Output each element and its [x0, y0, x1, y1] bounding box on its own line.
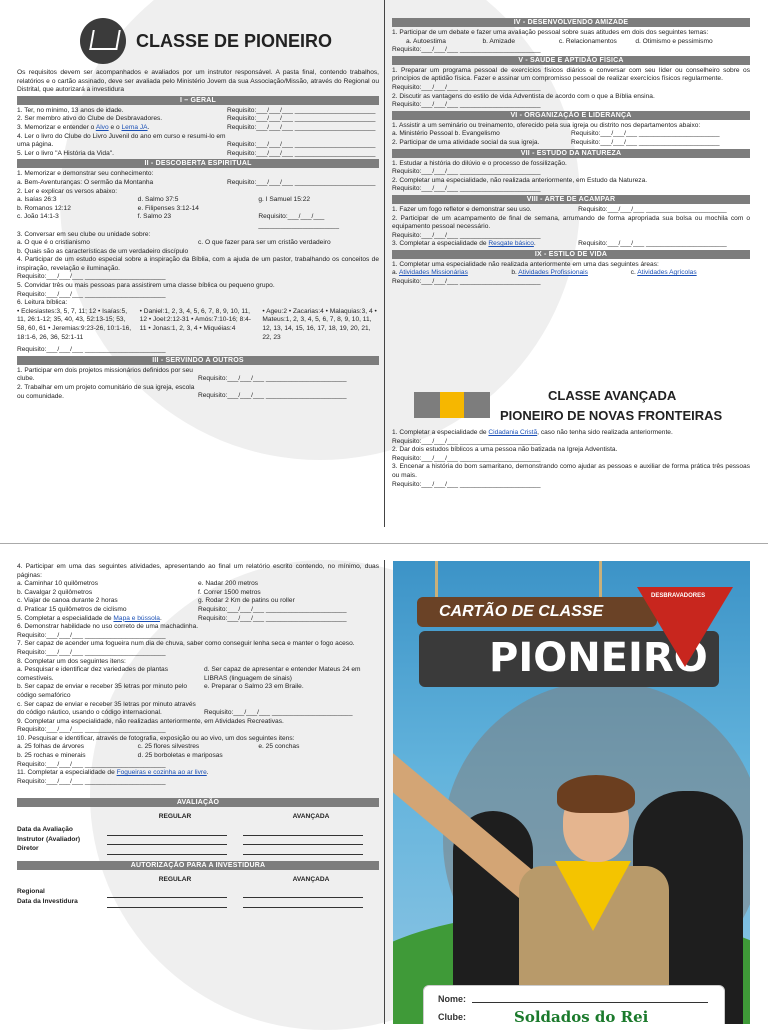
cover-rope-right — [599, 561, 602, 601]
estilo-item-1: 1. Completar uma especialidade não realizada anteriormente em uma das seguintes áreas: — [392, 260, 659, 268]
profissionais-link[interactable]: Atividades Profissionais — [518, 269, 588, 277]
lideranca-item-2: 2. Participar de uma atividade social da sua igreja. — [392, 138, 540, 146]
advanced-items — [392, 429, 750, 489]
saude-item-1: 1. Preparar um programa pessoal de exercícios físicos diários e conversar com seu líder ou conselheiro sobre os princípios de aptidão física. Fazer e assinar um compromisso pessoal de realizar exercícios físicos regularmente. — [392, 66, 750, 83]
natureza-item-2: 2. Completar uma especialidade, não realizada anteriormente, em Estudo da Natureza. — [392, 176, 648, 184]
geral-item-4: 4. Ler o livro do Clube do Livro Juvenil do ano em curso e resumi-lo em uma página. — [17, 132, 226, 149]
section-estilo-header: IX - ESTILO DE VIDA — [392, 250, 750, 259]
requisito-field[interactable]: Requisito:___/___/___ ______________________ — [392, 168, 541, 176]
advanced-item-4: 4. Participar em uma das seguintes atividades, apresentando ao final um relatório escrito contendo, no mínimo, duas páginas: — [17, 563, 379, 579]
page-title: CLASSE DE PIONEIRO — [136, 31, 333, 51]
espiritual-item-5: 5. Convidar três ou mais pessoas para assistirem uma classe bíblica ou pequeno grupo. — [17, 282, 275, 290]
auth-row: Data da Investidura — [17, 898, 379, 908]
requisito-field[interactable]: Requisito:___/___/___ ______________________ — [226, 106, 376, 114]
amizade-options: a. Autoestima b. Amizade c. Relacionamentos d. Otimismo e pessimismo — [406, 37, 713, 45]
requisito-field[interactable]: Requisito:___/___/___ ______________________ — [578, 240, 727, 248]
espiritual-item-1a: a. Bem-Aventuranças: O sermão da Montanha — [17, 178, 154, 186]
reading-grid: • Eclesiastes:3, 5, 7, 11; 12 • Isaías:5, 11, 26:1-12; 35, 40, 43, 52:13-15; 53, 58, 60, 61 • Jeremias:9:23-26, 10:1-16, 18:1-6, 26, 36, 52:1-11 • Daniel:1, 2, 3, 4, 5, 6, 7, 8, 9, 10, 11, 12 • Joel:2:12-31 • Amós:7:10-16; 8:4-11 • Jonas:1, 2, 3, 4 • Miquéias:4 • Ageu:2 • Zacarias:4 • Malaquias:3, 4 • Mateus:1, 2, 3, 4, 5, 6, 7, 8, 9, 10, 11, 12, 13, 14, 15, 16, 17, 18, 19, 20, 21, 22, 23 — [17, 307, 377, 341]
auth-advanced-field[interactable] — [243, 898, 363, 908]
advanced-item-10: 10. Pesquisar e identificar, através de fotografia, exposição ou ao vivo, um dos seguintes itens: — [17, 734, 295, 742]
advanced-item-9: 9. Completar uma especialidade, não realizadas anteriormente, em Atividades Recreativas. — [17, 717, 284, 725]
class-card-cover — [393, 561, 750, 1024]
advanced-item-7: 7. Ser capaz de acender uma fogueira num dia de chuva, saber como conseguir lenha seca e manter o fogo aceso. — [17, 640, 355, 648]
geral-item-1: 1. Ter, no mínimo, 13 anos de idade. — [17, 106, 124, 114]
lema-link[interactable]: Lema JA — [121, 123, 148, 131]
section-natureza-header: VII - ESTUDO DA NATUREZA — [392, 149, 750, 158]
amizade-item-1: 1. Participar de um debate e fazer uma avaliação pessoal sobre suas atitudes em dois dos seguintes temas: — [392, 29, 709, 36]
eval-row: Diretor — [17, 845, 379, 855]
verses-grid: a. Isaías 26:3 b. Romanos 12:12 c. João 14:1-3 d. Salmo 37:5 e. Filipenses 3:12-14 f. Salmo 23 g. I Samuel 15:22 Requisito:___/___/___ ______________________ — [17, 196, 379, 230]
advanced-title: CLASSE AVANÇADA — [548, 388, 677, 403]
espiritual-item-6: 6. Leitura bíblica: — [17, 299, 68, 307]
geral-item-2: 2. Ser membro ativo do Clube de Desbravadores. — [17, 115, 163, 123]
column-divider-bottom — [384, 560, 385, 1024]
requisito-field[interactable]: Requisito:___/___/___ ______________________ — [226, 178, 376, 186]
name-box — [423, 985, 725, 1024]
advanced-item-2: 2. Dar dois estudos bíblicos a uma pessoa não batizada na Igreja Adventista. — [392, 446, 618, 454]
requisito-field[interactable]: Requisito:___/___/___ ______________________ — [198, 614, 347, 622]
eval-advanced-field[interactable] — [243, 826, 363, 836]
left-column-page2: 4. Participar em uma das seguintes atividades, apresentando ao final um relatório escrito contendo, no mínimo, duas páginas: a. Caminhar 10 quilômetros b. Cavalgar 2 quilômetros c. Viajar de canoa durante 2 horas d. Praticar 15 quilômetros de ciclismo e. Nadar 200 metros f. Correr 1500 metros g. Rodar 2 Km de patins ou roller Requisito:___/___/___ ______________________ 5. Completar a especialidade de Mapa e bússola. Requisito:___/___/___ ______________________ 6. Demonstrar habilidade no uso correto de uma machadinha. Requisito:___/___/___ ______________________ 7. Ser capaz de acender uma fogueira num dia de chuva, saber como conseguir lenha seca e manter o fogo aceso. Requisito:___/___/___ ______________________ 8. Completar um dos seguintes itens: a. Pesquisar e identificar dez variedades de plantas comestíveis. b. Ser capaz de enviar e receber 35 letras por minuto pelo código semafórico c. Ser capaz de enviar e receber 35 letras por minuto através do código náutico, usando o código internacional. d. Ser capaz de apresentar e entender Mateus 24 em LIBRAS (linguagem de sinais) e. Preparar o Salmo 23 em Braile. Requisito:___/___/___ ______________________ 9. Completar uma especialidade, não realizadas anteriormente, em Atividades Recreativas. Requisito:___/___/___ ______________________ 10. Pesquisar e identificar, através de fotografia, exposição ou ao vivo, um dos seguintes itens: a. 25 folhas de árvores b. 25 rochas e minerais c. 25 flores silvestres d. 25 borboletas e mariposas e. 25 conchas Requisito:___/___/___ ______________________ 11. Completar a especialidade de Fogueiras e cozinha ao ar livre. Requisito:___/___/___ ______________________ AVALIAÇÃO REGULAR AVANÇADA Data da Avaliação Instrutor (Avaliador) Diretor AUTORIZAÇÃO PARA A INVESTIDURA REGULAR AVANÇADA Regional Data da Investidura — [17, 563, 379, 908]
badge-text: DESBRAVADORES — [651, 593, 706, 599]
requisito-field[interactable]: Requisito:___/___/___ ______________________ — [17, 631, 166, 639]
servindo-item-1: 1. Participar em dois projetos missionários definidos por seu clube. — [17, 366, 193, 383]
requisito-field[interactable]: Requisito:___/___/___ ______________________ — [392, 454, 541, 462]
requisito-field[interactable]: Requisito:___/___/___ ______________________ — [198, 605, 347, 613]
requisito-field[interactable]: Requisito:___/___/___ ______________________ — [17, 777, 166, 785]
geral-item-5: 5. Ler o livro "A História da Vida". — [17, 149, 114, 157]
acampar-item-2: 2. Participar de um acampamento de final de semana, arrumando de forma apropriada sua bolsa ou mochila com o equipamento pessoal necessário. — [392, 214, 750, 231]
eval-row: Data da Avaliação — [17, 826, 379, 836]
pathfinder-logo-icon — [80, 18, 126, 64]
requisito-field[interactable]: Requisito:___/___/___ ______________________ — [258, 213, 340, 229]
nome-label: Nome: — [438, 994, 467, 1004]
advanced-item-8: 8. Completar um dos seguintes itens: — [17, 657, 126, 665]
page-divider — [0, 543, 768, 544]
section-lideranca-header: VI - ORGANIZAÇÃO E LIDERANÇA — [392, 111, 750, 120]
requisito-field[interactable]: Requisito:___/___/___ ______________________ — [571, 138, 720, 146]
cover-big-title: PIONEIRO — [489, 635, 708, 681]
agricolas-link[interactable]: Atividades Agrícolas — [637, 269, 697, 277]
cover-rope-left — [435, 561, 438, 601]
espiritual-item-4: 4. Participar de um estudo especial sobre a inspiração da Bíblia, com a ajuda de um pastor, trabalhando os conceitos de inspiração, revelação e iluminação. — [17, 256, 379, 272]
mapa-link[interactable]: Mapa e bússola — [113, 614, 160, 622]
servindo-item-2: 2. Trabalhar em um projeto comunitário de sua igreja, escola ou comunidade. — [17, 384, 195, 400]
section-espiritual-header: II - DESCOBERTA ESPIRITUAL — [17, 159, 379, 168]
section-acampar-header: VIII - ARTE DE ACAMPAR — [392, 195, 750, 204]
estilo-options: a. Atividades Missionárias b. Atividades Profissionais c. Atividades Agrícolas — [392, 269, 697, 277]
right-column-page1: IV - DESENVOLVENDO AMIZADE 1. Participar de um debate e fazer uma avaliação pessoal sobre suas atitudes em dois dos seguintes temas: a. Autoestima b. Amizade c. Relacionamentos d. Otimismo e pessimismo Requisito:___/___/___ ______________________ V - SAÚDE E APTIDÃO FÍSICA 1. Preparar um programa pessoal de exercícios físicos diários e conversar com seu líder ou conselheiro sobre os princípios de aptidão física. Fazer e assinar um compromisso pessoal de realizar exercícios físicos regularmente. Requisito:___/___/___ ______________________ 2. Discutir as vantagens do estilo de vida Adventista de acordo com o que a Bíblia ensina. Requisito:___/___/___ ______________________ VI - ORGANIZAÇÃO E LIDERANÇA 1. Assistir a um seminário ou treinamento, oferecido pela sua igreja ou distrito nos departamentos abaixo: a. Ministério Pessoal b. Evangelismo Requisito:___/___/___ ______________________ 2. Participar de uma atividade social da sua igreja. Requisito:___/___/___ ______________________ VII - ESTUDO DA NATUREZA 1. Estudar a história do dilúvio e o processo de fossilização. Requisito:___/___/___ ______________________ 2. Completar uma especialidade, não realizada anteriormente, em Estudo da Natureza. Requisito:___/___/___ ______________________ VIII - ARTE DE ACAMPAR 1. Fazer um fogo refletor e demonstrar seu uso. Requisito:___/___/___ ______________________ 2. Participar de um acampamento de final de semana, arrumando de forma apropriada sua bolsa ou mochila com o equipamento pessoal necessário. Requisito:___/___/___ ______________________ 3. Completar a especialidade de Resgate básico. Requisito:___/___/___ ______________________ IX - ESTILO DE VIDA 1. Completar uma especialidade não realizada anteriormente em uma das seguintes áreas: a. Atividades Missionárias b. Atividades Profissionais c. Atividades Agrícolas Requisito:___/___/___ ______________________ — [392, 19, 750, 286]
auth-advanced-field[interactable] — [243, 888, 363, 898]
requisito-field[interactable]: Requisito:___/___/___ ______________________ — [392, 46, 541, 54]
kid-scarf — [555, 861, 631, 931]
requisito-field[interactable]: Requisito:___/___/___ ______________________ — [226, 123, 376, 131]
requisito-field[interactable]: Requisito:___/___/___ ______________________ — [392, 231, 541, 239]
advanced-item-6: 6. Demonstrar habilidade no uso correto de uma machadinha. — [17, 623, 199, 631]
section-geral-header: I – GERAL — [17, 96, 379, 105]
resgate-link[interactable]: Resgate básico — [488, 240, 534, 248]
requisito-field[interactable]: Requisito:___/___/___ ______________________ — [204, 709, 353, 717]
advanced-item-1: 1. Completar a especialidade de Cidadania Cristã, caso não tenha sido realizada anteriormente. — [392, 429, 673, 436]
column-divider-top — [384, 0, 385, 527]
eval-regular-field[interactable] — [107, 826, 227, 836]
auth-regular-field[interactable] — [107, 898, 227, 908]
section-saude-header: V - SAÚDE E APTIDÃO FÍSICA — [392, 56, 750, 65]
requisito-field[interactable]: Requisito:___/___/___ ______________________ — [392, 480, 541, 488]
eval-regular-field[interactable] — [107, 845, 227, 855]
geral-item-3: 3. Memorizar e entender o Alvo e o Lema JA. — [17, 123, 150, 131]
alvo-link[interactable]: Alvo — [95, 123, 109, 131]
requisito-field[interactable]: Requisito:___/___/___ ______________________ — [392, 278, 541, 286]
requisito-field[interactable]: Requisito:___/___/___ ______________________ — [392, 101, 541, 109]
advanced-item-11: 11. Completar a especialidade de Fogueiras e cozinha ao ar livre. — [17, 769, 209, 777]
eval-regular-field[interactable] — [107, 836, 227, 846]
advanced-class-emblem — [414, 392, 490, 418]
club-name: Soldados do Rei — [514, 1008, 649, 1024]
natureza-item-1: 1. Estudar a história do dilúvio e o processo de fossilização. — [392, 159, 567, 167]
section-amizade-header: IV - DESENVOLVENDO AMIZADE — [392, 18, 750, 27]
left-column-page1: Os requisitos devem ser acompanhados e avaliados por um instrutor responsável. A pasta final, contendo trabalhos, relatórios e o cartão assinado, deve ser avaliada pelo Ministério Jovem da sua Associação/Missão, através do Regional ou Distrital, que autorizará a investidura I – GERAL 1. Ter, no mínimo, 13 anos de idade. Requisito:___/___/___ ______________________ 2. Ser membro ativo do Clube de Desbravadores. Requisito:___/___/___ ______________________ 3. Memorizar e entender o Alvo e o Lema JA. Requisito:___/___/___ ______________________ 4. Ler o livro do Clube do Livro Juvenil do ano em curso e resumi-lo em uma página. Requisito:___/___/___ ______________________ 5. Ler o livro "A História da Vida". Requisito:___/___/___ ______________________ II - DESCOBERTA ESPIRITUAL 1. Memorizar e demonstrar seu conhecimento: a. Bem-Aventuranças: O sermão da Montanha Requisito:___/___/___ ______________________ 2. Ler e explicar os versos abaixo: a. Isaías 26:3 b. Romanos 12:12 c. João 14:1-3 d. Salmo 37:5 e. Filipenses 3:12-14 f. Salmo 23 g. I Samuel 15:22 Requisito:___/___/___ ______________________ 3. Conversar em seu clube ou unidade sobre: a. O que é o cristianismo b. Quais são as características de um verdadeiro discípulo c. O que fazer para ser um cristão verdadeiro 4. Participar de um estudo especial sobre a inspiração da Bíblia, com a ajuda de um pastor, trabalhando os conceitos de inspiração, revelação e iluminação. Requisito:___/___/___ ______________________ 5. Convidar três ou mais pessoas para assistirem uma classe bíblica ou pequeno grupo. Requisito:___/___/___ ______________________ 6. Leitura bíblica: • Eclesiastes:3, 5, 7, 11; 12 • Isaías:5, 11, 26:1-12; 35, 40, 43, 52:13-15; 53, 58, 60, 61 • Jeremias:9:23-26, 10:1-16, 18:1-6, 26, 36, 52:1-11 • Daniel:1, 2, 3, 4, 5, 6, 7, 8, 9, 10, 11, 12 • Joel:2:12-31 • Amós:7:10-16; 8:4-11 • Jonas:1, 2, 3, 4 • Miquéias:4 • Ageu:2 • Zacarias:4 • Malaquias:3, 4 • Mateus:1, 2, 3, 4, 5, 6, 7, 8, 9, 10, 11, 12, 13, 14, 15, 16, 17, 18, 19, 20, 21, 22, 23 Requisito:___/___/___ ______________________ III - SERVINDO A OUTROS 1. Participar em dois projetos missionários definidos por seu clube. Requisito:___/___/___ ______________________ 2. Trabalhar em um projeto comunitário de sua igreja, escola ou comunidade. Requisito:___/___/___ ______________________ — [17, 69, 379, 400]
espiritual-item-1: 1. Memorizar e demonstrar seu conhecimento: — [17, 170, 154, 178]
requisito-field[interactable]: Requisito:___/___/___ ______________________ — [571, 130, 720, 138]
fogueiras-link[interactable]: Fogueiras e cozinha ao ar livre — [116, 769, 207, 777]
requisito-field[interactable]: Requisito:___/___/___ ______________________ — [578, 205, 727, 213]
saude-item-2: 2. Discutir as vantagens do estilo de vida Adventista de acordo com o que a Bíblia ensina. — [392, 92, 655, 100]
clube-label: Clube: — [438, 1012, 466, 1022]
section-servindo-header: III - SERVINDO A OUTROS — [17, 356, 379, 365]
requisito-field[interactable]: Requisito:___/___/___ ______________________ — [226, 115, 376, 123]
requisito-field[interactable]: Requisito:___/___/___ ______________________ — [198, 374, 347, 382]
requisito-field[interactable]: Requisito:___/___/___ ______________________ — [226, 140, 376, 148]
eval-advanced-field[interactable] — [243, 836, 363, 846]
missionarias-link[interactable]: Atividades Missionárias — [398, 269, 468, 277]
acampar-item-1: 1. Fazer um fogo refletor e demonstrar seu uso. — [392, 205, 532, 213]
advanced-item-5: 5. Completar a especialidade de Mapa e bússola. — [17, 614, 162, 622]
autorizacao-header: AUTORIZAÇÃO PARA A INVESTIDURA — [17, 861, 379, 870]
espiritual-item-3: 3. Conversar em seu clube ou unidade sobre: — [17, 230, 151, 238]
eval-advanced-field[interactable] — [243, 845, 363, 855]
intro-text: Os requisitos devem ser acompanhados e avaliados por um instrutor responsável. A pasta final, contendo trabalhos, relatórios e o cartão assinado, deve ser avaliada pelo Ministério Jovem da sua Associação/Missão, através do Regional ou Distrital, que autorizará a investidura — [17, 69, 379, 94]
requisito-field[interactable]: Requisito:___/___/___ ______________________ — [17, 726, 166, 734]
lideranca-item-1: 1. Assistir a um seminário ou treinamento, oferecido pela sua igreja ou distrito nos departamentos abaixo: — [392, 121, 701, 129]
eval-row: Instrutor (Avaliador) — [17, 836, 379, 846]
requisito-field[interactable]: Requisito:___/___/___ ______________________ — [226, 149, 376, 157]
avaliacao-header: AVALIAÇÃO — [17, 798, 379, 807]
requisito-field[interactable]: Requisito:___/___/___ ______________________ — [17, 346, 166, 354]
kid-hair — [557, 775, 635, 813]
nome-field[interactable] — [472, 1002, 708, 1003]
requisito-field[interactable]: Requisito:___/___/___ ______________________ — [392, 437, 541, 445]
advanced-item-3: 3. Encenar a história do bom samaritano, demonstrando como ajudar as pessoas e auxiliar de forma prática três pessoas ou mais. — [392, 463, 750, 479]
cidadania-link[interactable]: Cidadania Cristã — [488, 429, 538, 436]
pathfinder-badge-icon — [637, 587, 733, 667]
requisito-field[interactable]: Requisito:___/___/___ ______________________ — [198, 392, 347, 399]
advanced-subtitle: PIONEIRO DE NOVAS FRONTEIRAS — [500, 408, 723, 423]
requisito-field[interactable]: Requisito:___/___/___ ______________________ — [392, 185, 541, 193]
espiritual-item-2: 2. Ler e explicar os versos abaixo: — [17, 187, 118, 195]
auth-row: Regional — [17, 888, 379, 898]
requisito-field[interactable]: Requisito:___/___/___ ______________________ — [17, 290, 166, 298]
requisito-field[interactable]: Requisito:___/___/___ ______________________ — [392, 83, 541, 91]
requisito-field[interactable]: Requisito:___/___/___ ______________________ — [17, 760, 166, 768]
auth-regular-field[interactable] — [107, 888, 227, 898]
acampar-item-3: 3. Completar a especialidade de Resgate básico. — [392, 240, 536, 248]
requisito-field[interactable]: Requisito:___/___/___ ______________________ — [17, 648, 166, 656]
requisito-field[interactable]: Requisito:___/___/___ ______________________ — [17, 273, 166, 281]
cover-top-label: CARTÃO DE CLASSE — [439, 603, 604, 620]
